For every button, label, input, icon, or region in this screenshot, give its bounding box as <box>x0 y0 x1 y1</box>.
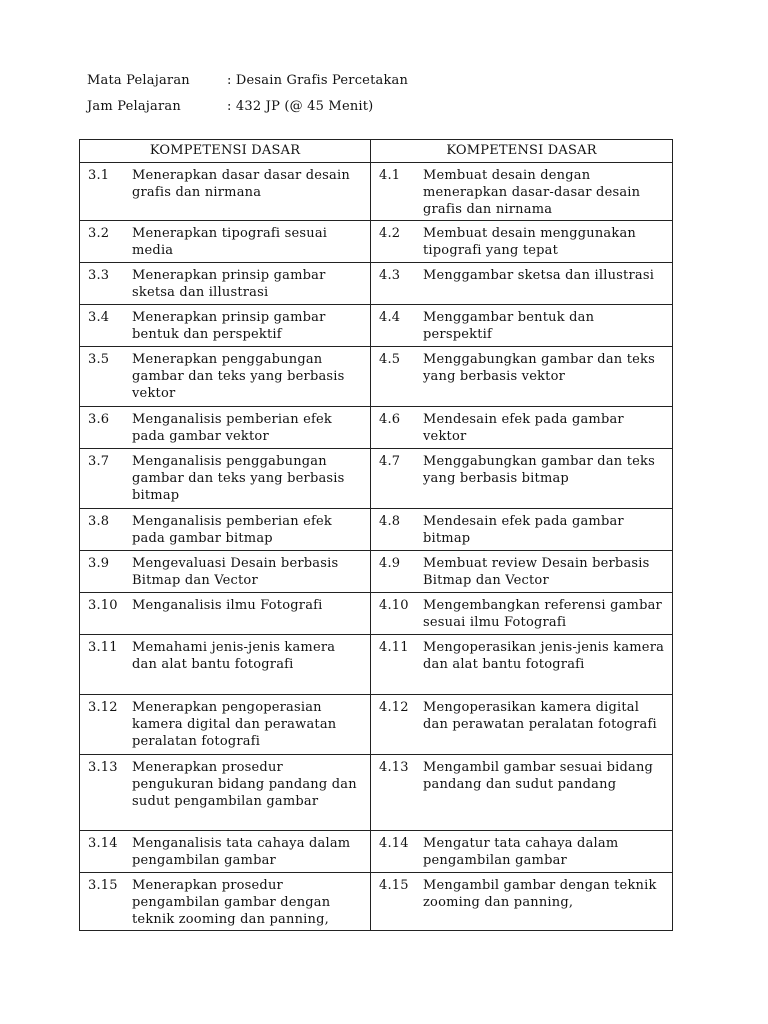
competency-number: 4.12 <box>379 700 409 715</box>
right-cell <box>371 347 673 407</box>
competency-number: 3.12 <box>88 700 118 715</box>
competency-number: 3.7 <box>88 454 110 469</box>
competency-number: 4.1 <box>379 168 401 183</box>
competency-number: 4.5 <box>379 352 401 367</box>
right-cell <box>371 221 673 263</box>
table-row <box>80 635 673 695</box>
table-row <box>80 221 673 263</box>
competency-number: 4.9 <box>379 556 401 571</box>
left-cell <box>80 695 371 755</box>
competency-number: 3.6 <box>88 412 110 427</box>
right-cell <box>371 509 673 551</box>
left-cell <box>80 305 371 347</box>
competency-number: 4.8 <box>379 514 401 529</box>
left-cell <box>80 509 371 551</box>
competency-number: 4.14 <box>379 836 409 851</box>
competency-text: Menerapkan prinsip gambar sketsa dan illustrasi <box>132 268 326 300</box>
competency-text: Menerapkan tipografi sesuai media <box>132 226 328 258</box>
competency-text: Menganalisis pemberian efek pada gambar bitmap <box>132 514 332 546</box>
competency-text: Menerapkan prinsip gambar bentuk dan perspektif <box>132 310 326 342</box>
competency-number: 4.13 <box>379 760 409 775</box>
competency-number: 3.3 <box>88 268 110 283</box>
table-row <box>80 305 673 347</box>
competency-number: 4.10 <box>379 598 409 613</box>
competency-text: Mendesain efek pada gambar vektor <box>423 412 624 444</box>
competency-text: Mengambil gambar sesuai bidang pandang dan sudut pandang <box>423 760 654 792</box>
competency-number: 3.13 <box>88 760 118 775</box>
competency-table <box>79 139 673 931</box>
subject-label: Mata Pelajaran <box>87 73 190 88</box>
document-header <box>87 72 408 124</box>
competency-text: Mengambil gambar dengan teknik zooming dan panning, <box>423 878 657 910</box>
competency-text: Mengevaluasi Desain berbasis Bitmap dan Vector <box>132 556 339 588</box>
table-header-row <box>80 140 673 163</box>
table-row <box>80 695 673 755</box>
competency-number: 4.3 <box>379 268 401 283</box>
table-row <box>80 755 673 831</box>
table-row <box>80 263 673 305</box>
competency-text: Menerapkan prosedur pengambilan gambar dengan teknik zooming dan panning, <box>132 878 331 927</box>
right-cell <box>371 831 673 873</box>
left-cell <box>80 221 371 263</box>
subject-row <box>87 72 408 98</box>
left-cell <box>80 831 371 873</box>
right-cell <box>371 755 673 831</box>
right-cell <box>371 407 673 449</box>
left-cell <box>80 593 371 635</box>
competency-number: 3.2 <box>88 226 110 241</box>
left-cell <box>80 449 371 509</box>
competency-number: 3.15 <box>88 878 118 893</box>
competency-text: Membuat desain menggunakan tipografi yang tepat <box>423 226 636 258</box>
subject-value: : Desain Grafis Percetakan <box>227 73 409 88</box>
competency-number: 4.15 <box>379 878 409 893</box>
competency-text: Menerapkan prosedur pengukuran bidang pandang dan sudut pengambilan gambar <box>132 760 357 809</box>
competency-number: 3.11 <box>88 640 118 655</box>
table-row <box>80 449 673 509</box>
competency-text: Menerapkan dasar dasar desain grafis dan nirmana <box>132 168 350 200</box>
table-row <box>80 873 673 931</box>
table-row <box>80 163 673 221</box>
right-cell <box>371 305 673 347</box>
competency-text: Mengatur tata cahaya dalam pengambilan gambar <box>423 836 619 868</box>
right-cell <box>371 635 673 695</box>
right-cell <box>371 873 673 931</box>
competency-text: Membuat desain dengan menerapkan dasar-dasar desain grafis dan nirnama <box>423 168 641 217</box>
table-row <box>80 509 673 551</box>
left-cell <box>80 635 371 695</box>
competency-text: Mengoperasikan jenis-jenis kamera dan alat bantu fotografi <box>423 640 665 672</box>
competency-number: 4.4 <box>379 310 401 325</box>
table-row <box>80 551 673 593</box>
competency-number: 3.5 <box>88 352 110 367</box>
left-cell <box>80 263 371 305</box>
competency-text: Menganalisis tata cahaya dalam pengambilan gambar <box>132 836 351 868</box>
competency-number: 4.11 <box>379 640 409 655</box>
left-cell <box>80 163 371 221</box>
competency-number: 3.9 <box>88 556 110 571</box>
competency-text: Menganalisis penggabungan gambar dan teks yang berbasis bitmap <box>132 454 345 503</box>
competency-text: Mengoperasikan kamera digital dan perawatan peralatan fotografi <box>423 700 657 732</box>
table-body <box>80 163 673 931</box>
left-cell <box>80 755 371 831</box>
competency-number: 3.8 <box>88 514 110 529</box>
competency-text: Menerapkan penggabungan gambar dan teks yang berbasis vektor <box>132 352 345 401</box>
right-cell <box>371 163 673 221</box>
header-right: KOMPETENSI DASAR <box>371 140 673 163</box>
competency-text: Memahami jenis-jenis kamera dan alat bantu fotografi <box>132 640 336 672</box>
right-cell <box>371 593 673 635</box>
competency-text: Menggabungkan gambar dan teks yang berbasis bitmap <box>423 454 655 486</box>
competency-number: 4.7 <box>379 454 401 469</box>
table-row <box>80 831 673 873</box>
left-cell <box>80 347 371 407</box>
competency-text: Menggambar bentuk dan perspektif <box>423 310 595 342</box>
competency-text: Menggambar sketsa dan illustrasi <box>423 268 655 283</box>
left-cell <box>80 551 371 593</box>
right-cell <box>371 695 673 755</box>
competency-number: 4.6 <box>379 412 401 427</box>
hours-value: : 432 JP (@ 45 Menit) <box>227 99 374 114</box>
competency-text: Menerapkan pengoperasian kamera digital dan perawatan peralatan fotografi <box>132 700 337 749</box>
competency-number: 3.14 <box>88 836 118 851</box>
competency-text: Menganalisis pemberian efek pada gambar vektor <box>132 412 332 444</box>
table-row <box>80 347 673 407</box>
hours-label: Jam Pelajaran <box>87 99 181 114</box>
competency-text: Mendesain efek pada gambar bitmap <box>423 514 624 546</box>
competency-number: 3.4 <box>88 310 110 325</box>
competency-text: Menggabungkan gambar dan teks yang berbasis vektor <box>423 352 655 384</box>
header-left: KOMPETENSI DASAR <box>80 140 371 163</box>
competency-number: 3.1 <box>88 168 110 183</box>
competency-number: 3.10 <box>88 598 118 613</box>
hours-row <box>87 98 408 124</box>
right-cell <box>371 263 673 305</box>
right-cell <box>371 551 673 593</box>
table-row <box>80 407 673 449</box>
competency-number: 4.2 <box>379 226 401 241</box>
left-cell <box>80 407 371 449</box>
competency-text: Membuat review Desain berbasis Bitmap dan Vector <box>423 556 650 588</box>
table-row <box>80 593 673 635</box>
left-cell <box>80 873 371 931</box>
competency-text: Menganalisis ilmu Fotografi <box>132 598 323 613</box>
competency-text: Mengembangkan referensi gambar sesuai ilmu Fotografi <box>423 598 662 630</box>
right-cell <box>371 449 673 509</box>
